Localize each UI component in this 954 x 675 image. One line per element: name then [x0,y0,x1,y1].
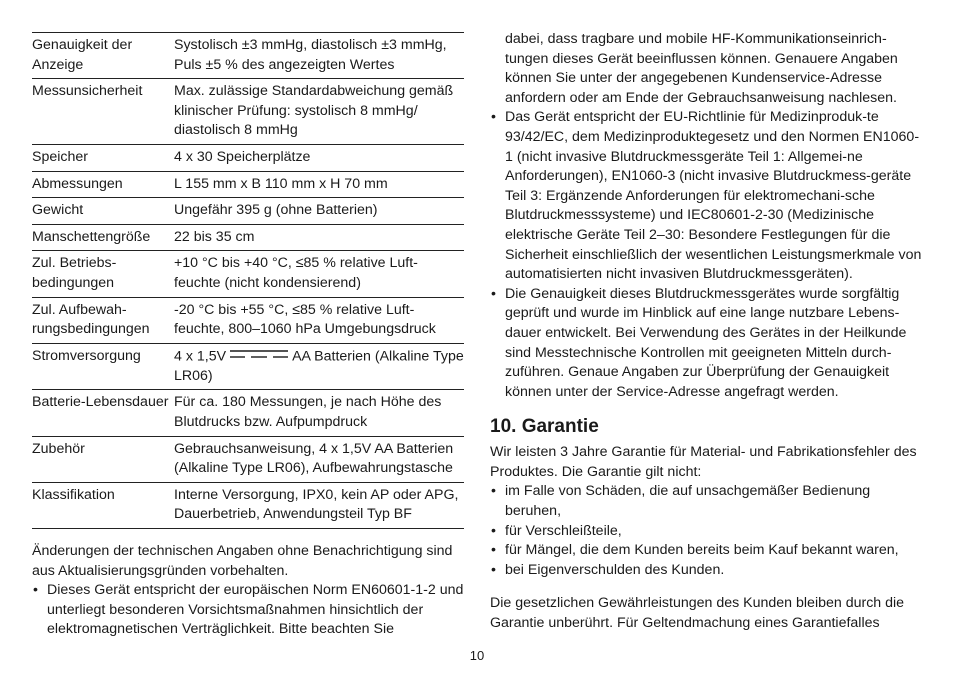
spec-key: Zul. Aufbewah-rungsbedingungen [32,301,150,338]
spec-key: Abmessungen [32,175,123,192]
update-notice: Änderungen der technischen Angaben ohne Benachrichtigung sind aus Aktualisierungsgründen vorbehalten. [32,543,453,579]
spec-value: Ungefähr 395 g (ohne Batterien) [174,202,378,219]
dc-current-symbol-icon [229,347,289,367]
spec-key: Genauigkeit der Anzeige [32,37,133,73]
spec-value: -20 °C bis +55 °C, ≤85 % relative Luft-feuchte, 800–1060 hPa Umgebungsdruck [174,301,436,338]
voltage-text: 4 x 1,5V [174,348,227,365]
right-column [490,30,926,634]
spec-key: Klassifikation [32,486,115,503]
section-heading: 10. Garantie [490,416,599,438]
table-row [32,171,464,198]
table-row [32,79,464,145]
garantie-closing: Die gesetzlichen Gewährleistungen des Kunden bleiben durch die Garantie unberührt. Für Geltendmachung eines Garantiefalles [490,595,905,632]
spec-value: Max. zulässige Standardabweichung gemäß klinischer Prüfung: systolisch 8 mmHg/ diastolisch 8 mmHg [174,83,454,139]
spec-key: Zul. Betriebs-bedingungen [32,255,117,291]
spec-value: Interne Versorgung, IPX0, kein AP oder APG, Dauerbetrieb, Anwendungsteil Typ BF [174,486,459,523]
list-item: • Dieses Gerät entspricht der europäischen Norm EN60601-1-2 und unterliegt besonderen Vorsichtsmaßnahmen hinsichtlich der elektromagnetischen Verträglichkeit. Bitte beachten Sie [32,581,464,640]
spec-table [32,32,464,529]
spec-value [174,343,464,390]
emc-bullet-list [32,581,464,640]
garantie-intro: Wir leisten 3 Jahre Garantie für Material- und Fabrikationsfehler des Produktes. Die Garantie gilt nicht: [490,444,917,480]
spec-key: Messunsicherheit [32,83,143,100]
spec-key: Manschettengröße [32,228,151,245]
spec-value: 22 bis 35 cm [174,228,255,245]
list-item: • für Verschleißteile, [490,522,926,542]
table-row [32,198,464,225]
garantie-exclusions-list [490,482,926,580]
list-item: • Das Gerät entspricht der EU-Richtlinie für Medizinproduk-te 93/42/EC, dem Medizinproduktegesetz und den Normen EN1060-1 (nicht invasive Blutdruckmessgeräte Teil 1: Allgemei-ne Anforderungen), EN1060-3 (nicht invasive Blutdruckmess-geräte Teil 3: Ergänzende Anforderungen für elektromechani-sche Blutdruckmesssysteme) und IEC80601-2-30 (Medizinische elektrische Geräte Teil 2–30: Besondere Festlegungen für die Sicherheit einschließlich der wesentlichen Leistungsmerkmale von automatisierten nicht invasiven Blutdruckmessgeräten). [490,108,926,284]
spec-value: +10 °C bis +40 °C, ≤85 % relative Luft-feuchte (nicht kondensierend) [174,255,418,291]
list-item: • Die Genauigkeit dieses Blutdruckmessgerätes wurde sorgfältig geprüft und wurde im Hinblick auf eine lange nutzbare Lebens-dauer entwickelt. Bei Verwendung des Gerätes in der Heilkunde sind Messtechnische Kontrollen mit geeigneten Mitteln durch-zuführen. Genaue Angaben zur Überprüfung der Genauigkeit können unter der Service-Adresse angefragt werden. [490,285,926,403]
spec-value: 4 x 30 Speicherplätze [174,148,311,165]
table-row [32,297,464,343]
table-row [32,390,464,436]
spec-key: Speicher [32,148,88,165]
spec-value: Für ca. 180 Messungen, je nach Höhe des Blutdrucks bzw. Aufpumpdruck [174,394,442,431]
battery-type-text: AA Batterien (Alkaline Type LR06) [174,348,464,384]
table-row [32,436,464,482]
left-column [32,32,464,640]
table-row [32,251,464,297]
table-row [32,343,464,390]
spec-value: Systolisch ±3 mmHg, diastolisch ±3 mmHg, Puls ±5 % des angezeigten Wertes [174,37,447,73]
spec-key: Zubehör [32,440,85,457]
emc-continuation: dabei, dass tragbare und mobile HF-Kommunikationseinrich-tungen dieses Gerät beeinflussen können. Genauere Angaben können Sie unter der angegebenen Kundenservice-Adresse anfordern oder am Ende der Gebrauchsanweisung nachlesen. [505,31,898,106]
spec-key: Batterie-Lebensdauer [32,394,169,411]
spec-value: L 155 mm x B 110 mm x H 70 mm [174,175,388,192]
table-row [32,144,464,171]
standards-bullet-list [490,108,926,402]
page-number: 10 [469,648,485,663]
list-item: • im Falle von Schäden, die auf unsachgemäßer Bedienung beruhen, [490,482,926,521]
spec-value: Gebrauchsanweisung, 4 x 1,5V AA Batterien (Alkaline Type LR06), Aufbewahrungstasche [174,440,454,477]
list-item: • für Mängel, die dem Kunden bereits beim Kauf bekannt waren, [490,541,926,561]
table-row [32,482,464,528]
spec-key: Stromversorgung [32,347,141,364]
table-row [32,33,464,79]
spec-key: Gewicht [32,202,84,219]
table-row [32,224,464,251]
list-item: • bei Eigenverschulden des Kunden. [490,561,926,581]
